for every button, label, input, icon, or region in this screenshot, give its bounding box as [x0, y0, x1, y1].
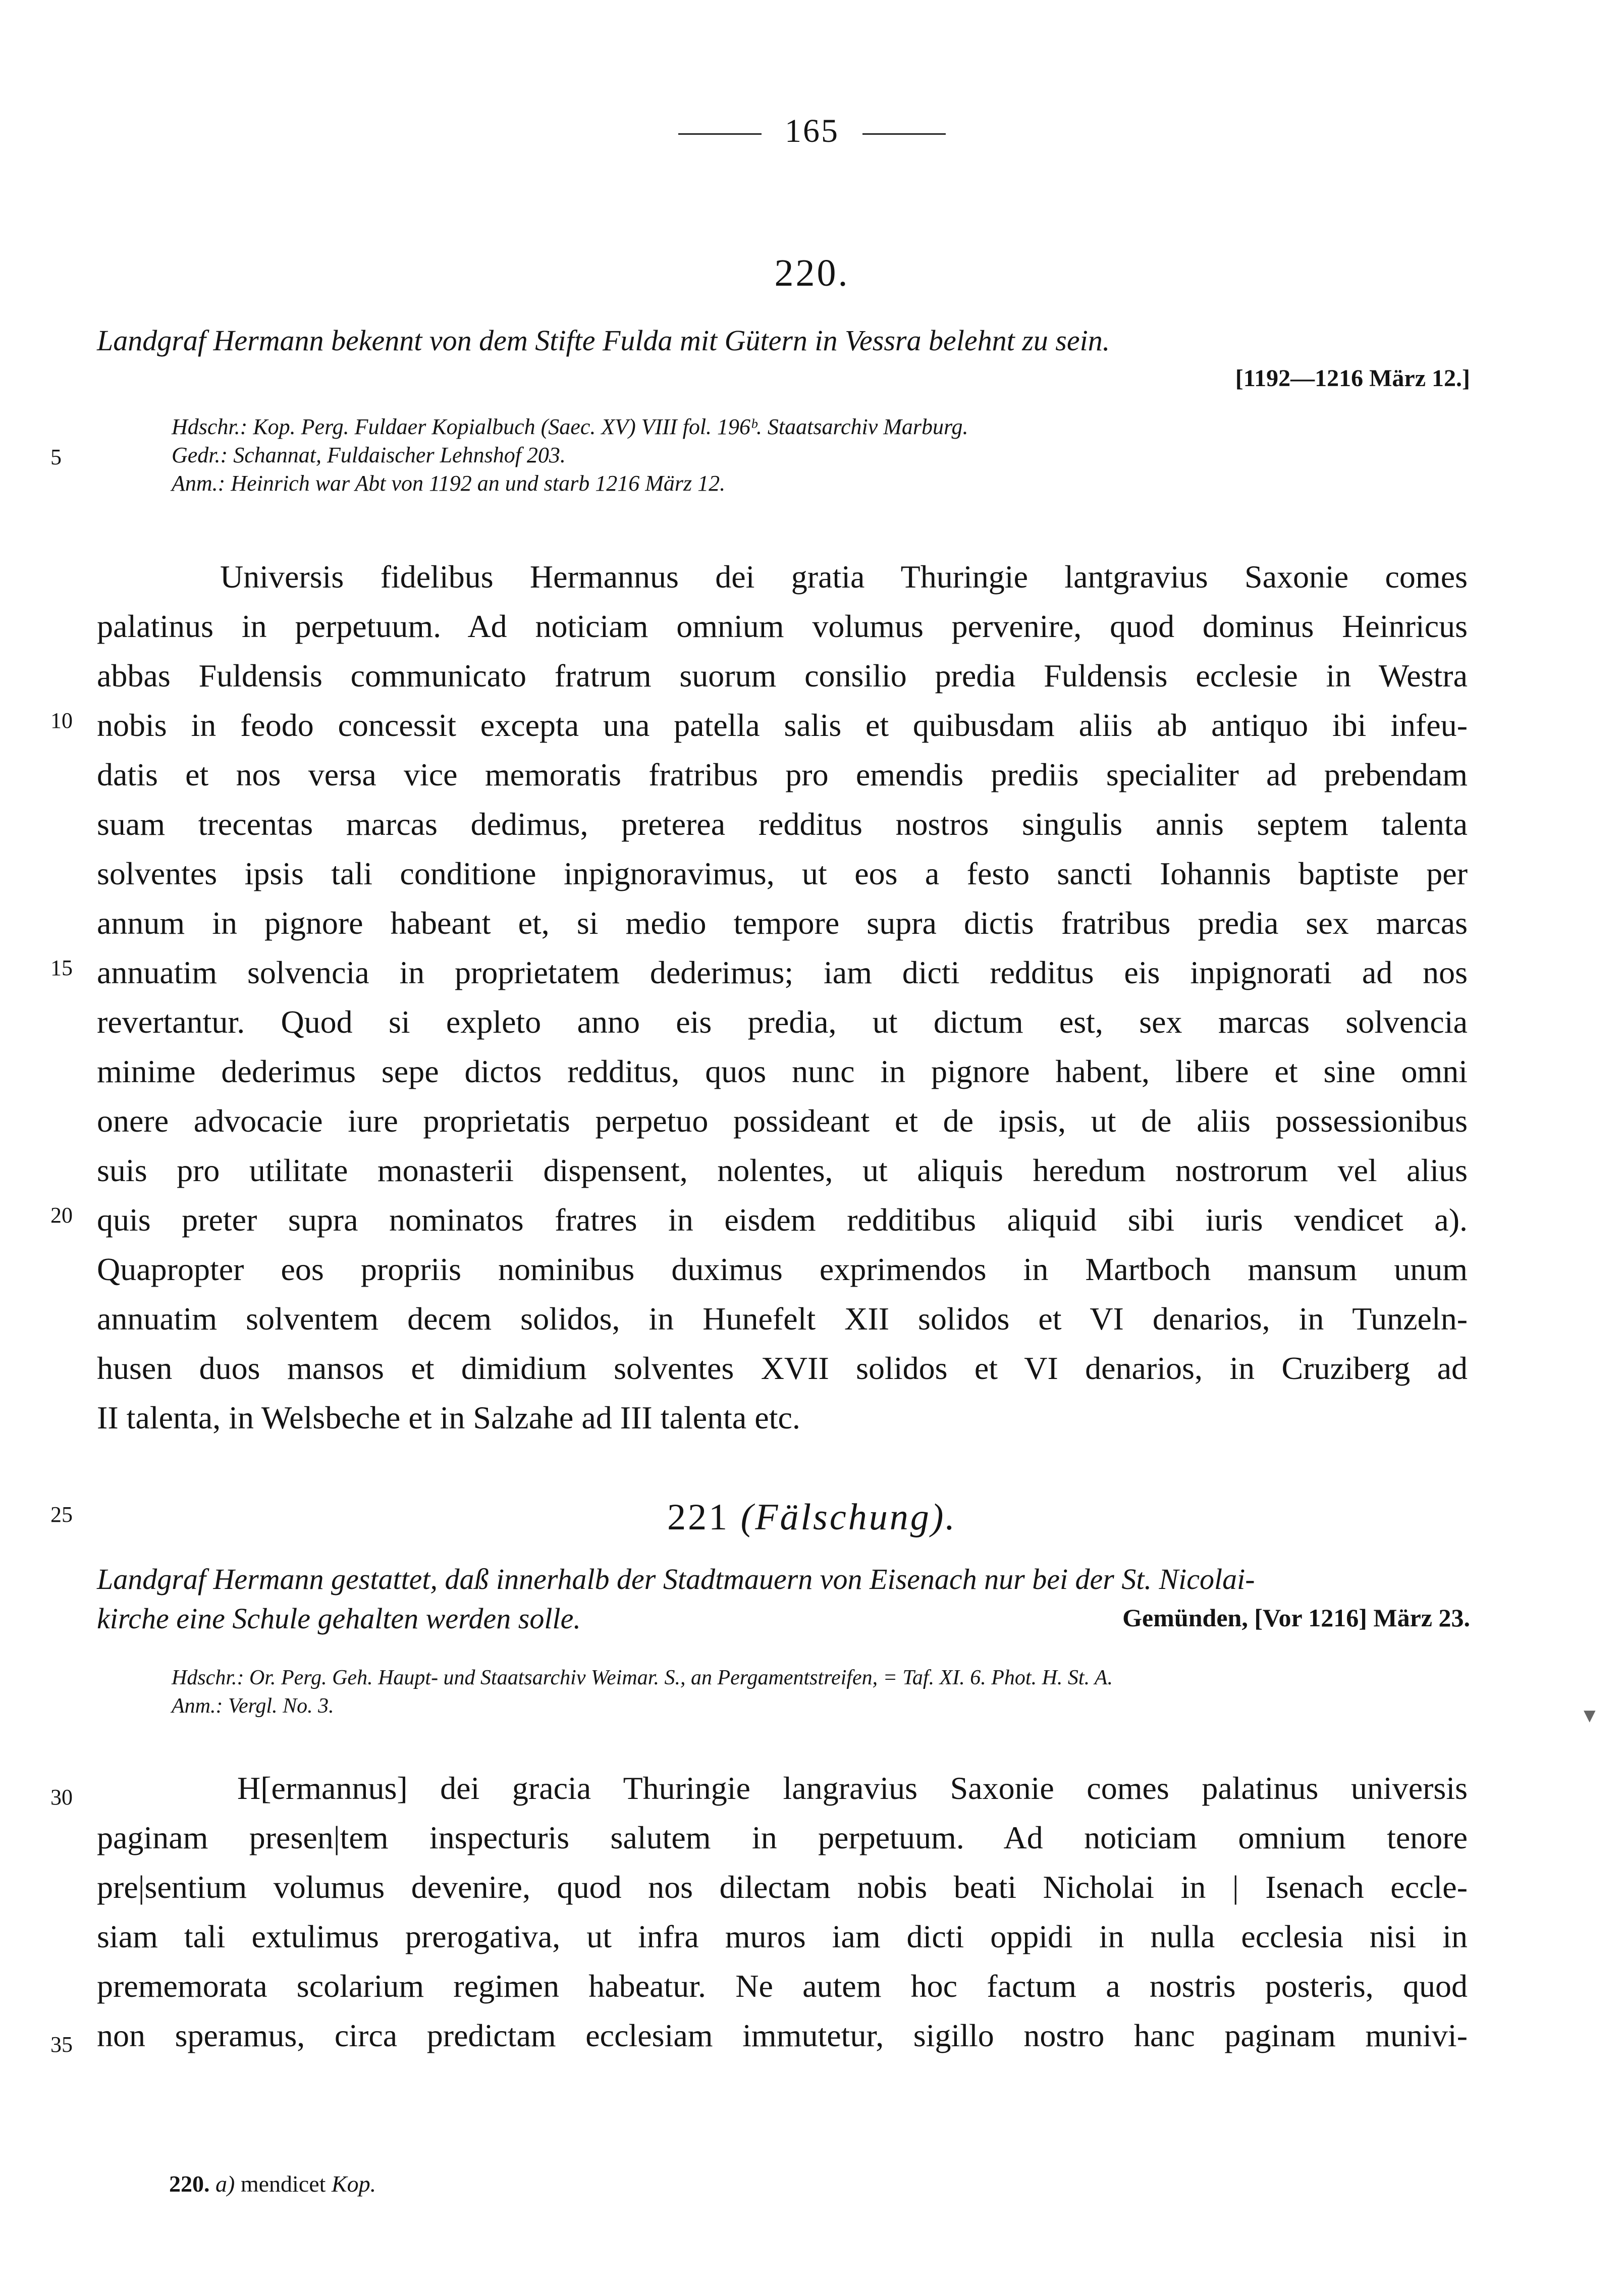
doc220-source-hdschr: Hdschr.: Kop. Perg. Fuldaer Kopialbuch (Saec. XV) VIII fol. 196ᵇ. Staatsarchiv Marburg. — [172, 414, 968, 439]
doc220-summary: Landgraf Hermann bekennt von dem Stifte Fulda mit Gütern in Vessra belehnt zu sein. — [97, 324, 1110, 357]
text-line: annum in pignore habeant et, si medio tempore supra dictis fratribus predia sex marcas — [97, 905, 1468, 941]
text-line: H[ermannus] dei gracia Thuringie langravius Saxonie comes palatinus universis — [237, 1770, 1468, 1806]
doc221-summary-line1: Landgraf Hermann gestattet, daß innerhalb der Stadtmauern von Eisenach nur bei der St. Nicolai- — [97, 1563, 1255, 1596]
text-line: quis preter supra nominatos fratres in eisdem redditibus aliquid sibi iuris vendicet a). — [97, 1202, 1468, 1238]
line-number-30: 30 — [50, 1785, 73, 1810]
text-line: Quapropter eos propriis nominibus duximus exprimendos in Martboch mansum unum — [97, 1251, 1468, 1287]
text-line: suis pro utilitate monasterii dispensent, nolentes, ut aliquis heredum nostrorum vel alius — [97, 1152, 1468, 1188]
doc221-text — [97, 1764, 1468, 2060]
doc221-date: Gemünden, [Vor 1216] März 23. — [1122, 1604, 1470, 1632]
doc221-heading — [0, 1496, 1624, 1539]
text-line: solventes ipsis tali conditione inpignoravimus, ut eos a festo sancti Iohannis baptiste per — [97, 856, 1468, 891]
text-line: paginam presen|tem inspecturis salutem in perpetuum. Ad noticiam omnium tenore — [97, 1820, 1468, 1855]
text-line: husen duos mansos et dimidium solventes XVII solidos et VI denarios, in Cruziberg ad — [97, 1350, 1468, 1386]
line-number-10: 10 — [50, 708, 73, 733]
text-line: pre|sentium volumus devenire, quod nos dilectam nobis beati Nicholai in | Isenach eccle- — [97, 1869, 1468, 1905]
doc221-source-hdschr: Hdschr.: Or. Perg. Geh. Haupt- und Staatsarchiv Weimar. S., an Pergamentstreifen, = Taf. XI. 6. Phot. H. St. A. — [172, 1666, 1113, 1689]
doc221-number: 221 — [667, 1497, 730, 1538]
doc220-source-anm: Anm.: Heinrich war Abt von 1192 an und starb 1216 März 12. — [172, 471, 726, 496]
text-line: abbas Fuldensis communicato fratrum suorum consilio predia Fuldensis ecclesie in Westra — [97, 658, 1468, 694]
text-line: datis et nos versa vice memoratis fratribus pro emendis prediis specialiter ad prebendam — [97, 757, 1468, 792]
text-line: palatinus in perpetuum. Ad noticiam omnium volumus pervenire, quod dominus Heinricus — [97, 608, 1468, 644]
doc220-number: 220. — [774, 252, 850, 294]
line-number-15: 15 — [50, 955, 73, 980]
line-number-25: 25 — [50, 1502, 73, 1527]
text-line: onere advocacie iure proprietatis perpetuo possideant et de ipsis, ut de aliis possessionibus — [97, 1103, 1468, 1139]
page-header — [0, 112, 1624, 150]
margin-mark: ▼ — [1580, 1704, 1600, 1727]
line-number-35: 35 — [50, 2032, 73, 2057]
footnote-text: mendicet — [240, 2171, 326, 2197]
doc221-source-anm: Anm.: Vergl. No. 3. — [172, 1694, 334, 1718]
doc221-note: (Fälschung). — [740, 1497, 957, 1538]
text-line: annuatim solventem decem solidos, in Hunefelt XII solidos et VI denarios, in Tunzeln- — [97, 1301, 1468, 1337]
footnote — [169, 2170, 376, 2197]
doc220-date: [1192—1216 März 12.] — [1235, 365, 1470, 392]
footnote-mark: a) — [215, 2171, 235, 2197]
footnote-ref: 220. — [169, 2171, 210, 2197]
text-line: Universis fidelibus Hermannus dei gratia Thuringie lantgravius Saxonie comes — [220, 559, 1468, 595]
text-line: minime dederimus sepe dictos redditus, quos nunc in pignore habent, libere et sine omni — [97, 1053, 1468, 1089]
text-line: prememorata scolarium regimen habeatur. Ne autem hoc factum a nostris posteris, quod — [97, 1968, 1468, 2004]
line-number-20: 20 — [50, 1203, 73, 1228]
header-rule-right — [862, 133, 946, 135]
text-line: non speramus, circa predictam ecclesiam immutetur, sigillo nostro hanc paginam munivi- — [97, 2017, 1468, 2053]
page-number: 165 — [785, 113, 839, 149]
text-line: revertantur. Quod si expleto anno eis predia, ut dictum est, sex marcas solvencia — [97, 1004, 1468, 1040]
text-line: nobis in feodo concessit excepta una patella salis et quibusdam aliis ab antiquo ibi infeu- — [97, 707, 1468, 743]
text-line: suam trecentas marcas dedimus, preterea redditus nostros singulis annis septem talenta — [97, 806, 1468, 842]
doc220-source-gedr: Gedr.: Schannat, Fuldaischer Lehnshof 203. — [172, 443, 566, 467]
text-line: siam tali extulimus prerogativa, ut infra muros iam dicti oppidi in nulla ecclesia nisi in — [97, 1919, 1468, 1954]
line-number-5: 5 — [50, 445, 62, 469]
doc221-summary-line2: kirche eine Schule gehalten werden solle. — [97, 1602, 581, 1635]
footnote-source: Kop. — [331, 2171, 376, 2197]
header-rule-left — [678, 133, 762, 135]
text-line: annuatim solvencia in proprietatem dederimus; iam dicti redditus eis inpignorati ad nos — [97, 954, 1468, 990]
doc220-text — [97, 552, 1468, 1443]
text-line: II talenta, in Welsbeche et in Salzahe ad III talenta etc. — [97, 1400, 800, 1436]
